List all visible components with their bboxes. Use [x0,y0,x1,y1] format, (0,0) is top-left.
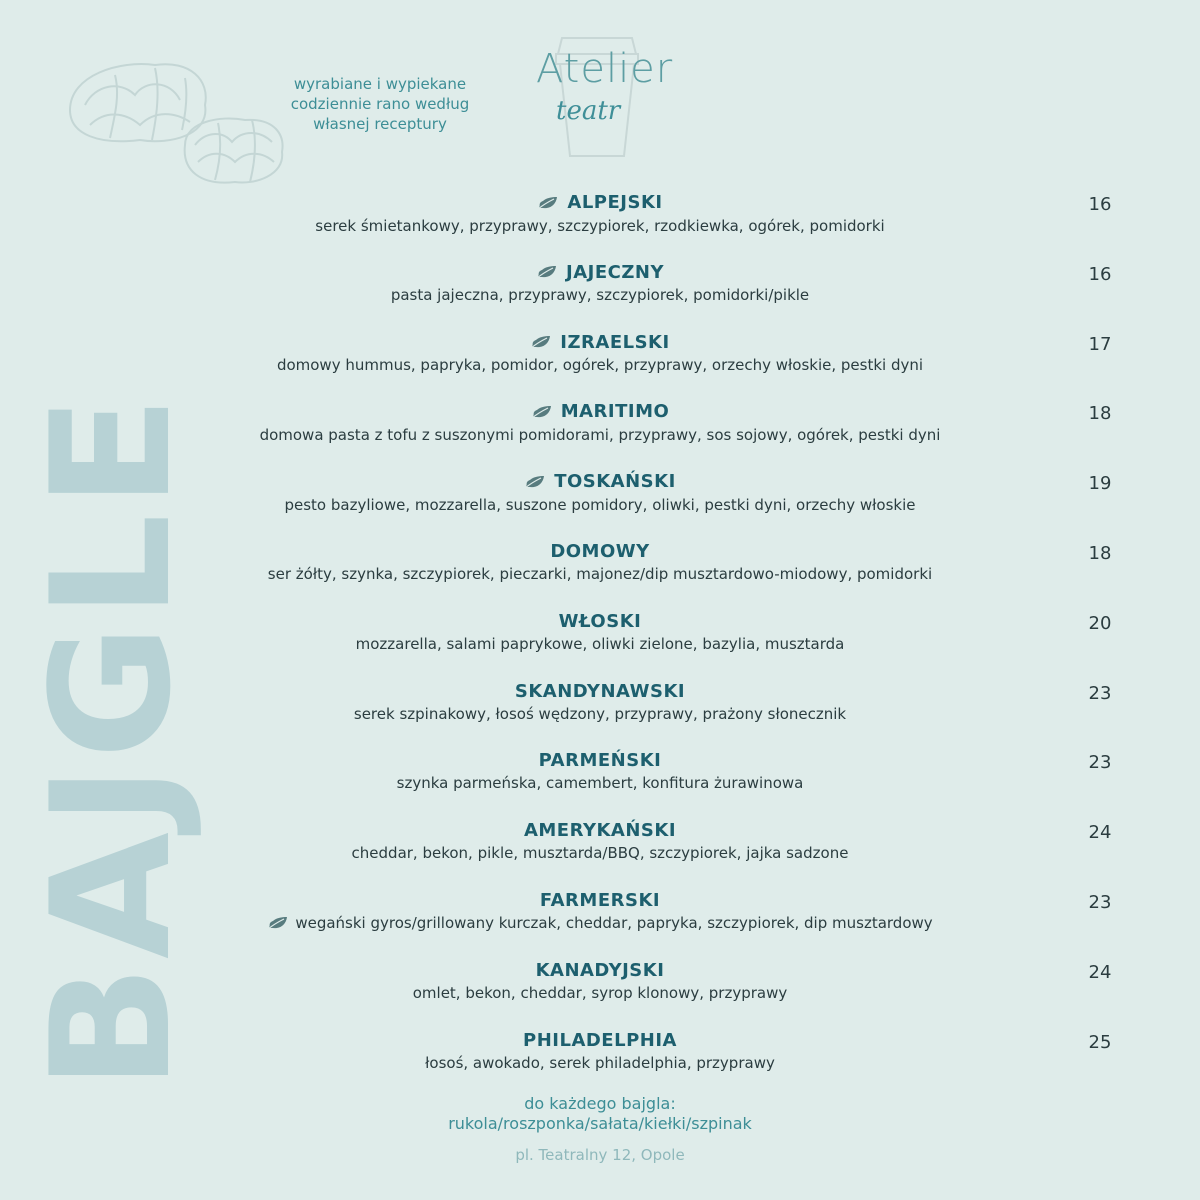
menu-item-description [220,496,980,514]
menu-item-name [530,332,669,353]
menu-item-title: WŁOSKI [558,610,642,632]
menu-item-description [220,426,980,444]
menu-item-price: 16 [1088,263,1112,285]
menu-item-title: ALPEJSKI [567,192,663,213]
menu-item-ingredients: omlet, bekon, cheddar, syrop klonowy, przyprawy [412,983,788,1002]
menu-item-name [515,681,685,702]
tagline-line: wyrabiane i wypiekane [293,75,467,93]
leaf-icon [267,916,289,930]
menu-item [220,401,980,444]
menu-item [220,820,980,862]
menu-item-price: 20 [1088,612,1112,634]
menu-item-ingredients: domowa pasta z tofu z suszonymi pomidorami, przyprawy, sos sojowy, ogórek, pestki dyni [259,425,941,444]
menu-item-name [536,960,665,981]
menu-item-title: SKANDYNAWSKI [514,680,686,702]
menu-item-title: PHILADELPHIA [523,1029,677,1051]
menu-item-price: 23 [1088,892,1112,913]
menu-item [220,541,980,583]
address: pl. Teatralny 12, Opole [515,1146,685,1164]
menu-item-name [559,611,642,632]
footer-note-line: do każdego bajgla: [524,1094,676,1113]
menu-item-description [220,1054,980,1072]
menu-item-description [220,217,980,235]
menu-item-title: MARITIMO [560,401,670,423]
menu-item-ingredients: mozzarella, salami paprykowe, oliwki zielone, bazylia, musztarda [355,634,845,653]
tagline-line: codziennie rano według [290,95,470,113]
menu-item-price: 23 [1088,682,1112,704]
footer-note [300,1094,900,1134]
menu-item-ingredients: domowy hummus, papryka, pomidor, ogórek, przyprawy, orzechy włoskie, pestki dyni [276,356,924,375]
menu-item-ingredients: cheddar, bekon, pikle, musztarda/BBQ, szczypiorek, jajka sadzone [351,844,849,863]
leaf-icon [531,405,553,419]
menu-item-description [220,635,980,653]
menu-item-ingredients: serek szpinakowy, łosoś wędzony, przyprawy, prażony słonecznik [353,704,847,723]
menu-item-title: AMERYKAŃSKI [523,820,677,842]
braided-bagel-decoration [60,50,300,200]
menu-item-price: 18 [1088,543,1112,564]
leaf-icon [530,335,552,349]
menu-item-price: 25 [1088,1031,1112,1053]
menu-item [220,1030,980,1072]
menu-item-name [550,541,649,562]
menu-item-name [540,890,660,911]
menu-item-ingredients: szynka parmeńska, camembert, konfitura żurawinowa [396,774,804,793]
menu-item [220,471,980,514]
menu-item-price: 17 [1088,333,1112,355]
section-title: BAJGLE [16,389,207,1090]
menu-item-title: FARMERSKI [539,890,661,911]
menu-item-price: 24 [1088,961,1112,983]
menu-item-name [524,820,676,841]
leaf-icon [536,265,558,279]
menu-item [220,332,980,375]
menu-item-description [220,914,980,932]
menu-item-price: 24 [1088,822,1112,844]
menu-item-description [220,286,980,304]
menu-item-title: PARMEŃSKI [538,750,662,772]
menu-item-title: DOMOWY [550,541,650,562]
menu-item-title: KANADYJSKI [535,959,665,981]
menu-item-title: JAJECZNY [566,261,664,283]
menu-item-name [524,471,676,492]
menu-item-description [220,774,980,792]
menu-item-description [220,844,980,862]
menu-item-name [536,262,664,283]
menu-item-name [537,192,662,213]
menu-item-name [539,750,662,771]
menu-item-price: 23 [1088,752,1112,774]
menu-item [220,960,980,1002]
menu-item-description [220,356,980,374]
tagline [270,74,490,134]
menu-item-ingredients: łosoś, awokado, serek philadelphia, przyprawy [425,1053,775,1072]
menu-item-description [220,565,980,583]
menu-item-title: IZRAELSKI [560,331,670,353]
menu-item-ingredients: pasta jajeczna, przyprawy, szczypiorek, pomidorki/pikle [390,286,810,305]
menu-item-description [220,705,980,723]
menu-item-price: 16 [1088,194,1112,215]
menu-item [220,192,980,235]
menu-item-title: TOSKAŃSKI [554,471,676,493]
menu-item-ingredients: ser żółty, szynka, szczypiorek, pieczarki, majonez/dip musztardowo-miodowy, pomidorki [267,565,933,583]
menu-item [220,681,980,723]
menu-item-description [220,984,980,1002]
leaf-icon [537,196,559,210]
logo-wordmark: Atelier [536,46,674,92]
menu-item [220,750,980,792]
menu-item-name [523,1030,677,1051]
footer-note-line: rukola/roszponka/sałata/kiełki/szpinak [448,1114,752,1133]
menu-item [220,890,980,932]
logo-subtitle: teatr [556,96,621,126]
menu-item-name [531,401,670,422]
menu-item [220,262,980,305]
logo [526,34,676,160]
menu-item-price: 19 [1088,473,1112,495]
tagline-line: własnej receptury [313,115,447,133]
leaf-icon [524,475,546,489]
menu-item-ingredients: serek śmietankowy, przyprawy, szczypiorek, rzodkiewka, ogórek, pomidorki [315,216,885,235]
menu-item-ingredients: wegański gyros/grillowany kurczak, cheddar, papryka, szczypiorek, dip musztardowy [295,914,933,932]
menu-item [220,611,980,653]
menu-item-ingredients: pesto bazyliowe, mozzarella, suszone pomidory, oliwki, pestki dyni, orzechy włoskie [284,495,916,514]
menu-item-price: 18 [1088,403,1112,425]
